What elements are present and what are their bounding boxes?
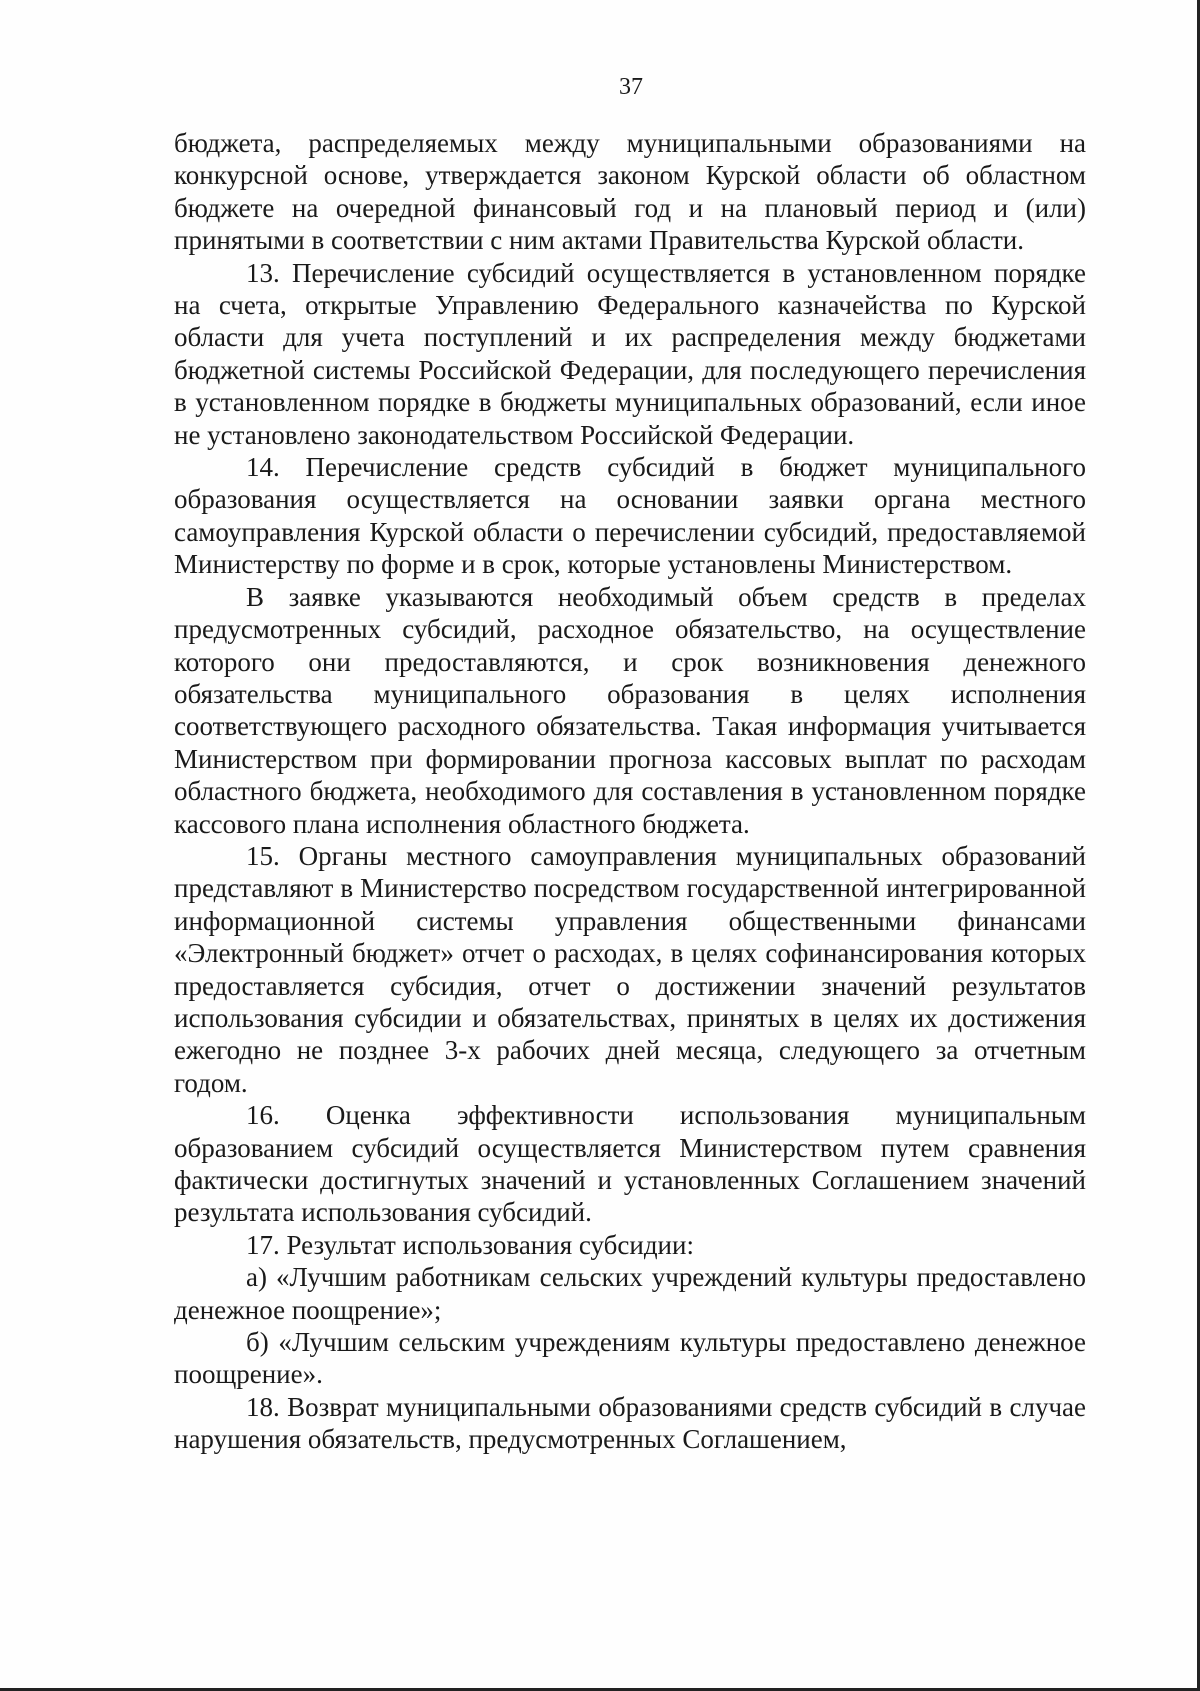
paragraph-14: 14. Перечисление средств субсидий в бюджет муниципального образования осуществляется на основании заявки органа местного самоуправления Курской области о перечислении субсидий, предоставляемой Министерству по форме и в срок, которые установлены Министерством. <box>174 452 1086 580</box>
paragraph-17-b: б) «Лучшим сельским учреждениям культуры предоставлено денежное поощрение». <box>174 1327 1086 1390</box>
page-number: 37 <box>619 74 643 100</box>
paragraph-application: В заявке указываются необходимый объем средств в пределах предусмотренных субсидий, расходное обязательство, на осуществление которого они предоставляются, и срок возникновения денежного обязательства муниципального образования в целях исполнения соответствующего расходного обязательства. Такая информация учитывается Министерством при формировании прогноза кассовых выплат по расходам областного бюджета, необходимого для составления в установленном порядке кассового плана исполнения областного бюджета. <box>174 581 1086 839</box>
document-body <box>174 127 1086 1456</box>
paragraph-17-a: а) «Лучшим работникам сельских учреждений культуры предоставлено денежное поощрение»; <box>174 1262 1086 1325</box>
paragraph-17: 17. Результат использования субсидии: <box>246 1229 694 1260</box>
paragraph-13: 13. Перечисление субсидий осуществляется в установленном порядке на счета, открытые Управлению Федерального казначейства по Курской области для учета поступлений и их распределения между бюджетами бюджетной системы Российской Федерации, для последующего перечисления в установленном порядке в бюджеты муниципальных образований, если иное не установлено законодательством Российской Федерации. <box>174 257 1086 450</box>
paragraph-continuation: бюджета, распределяемых между муниципальными образованиями на конкурсной основе, утверждается законом Курской области об областном бюджете на очередной финансовый год и на плановый период и (или) принятыми в соответствии с ним актами Правительства Курской области. <box>174 128 1086 256</box>
paragraph-16: 16. Оценка эффективности использования муниципальным образованием субсидий осуществляется Министерством путем сравнения фактически достигнутых значений и установленных Соглашением значений результата использования субсидий. <box>174 1100 1086 1228</box>
paragraph-18: 18. Возврат муниципальными образованиями средств субсидий в случае нарушения обязательств, предусмотренных Соглашением, <box>174 1391 1086 1455</box>
paragraph-15: 15. Органы местного самоуправления муниципальных образований представляют в Министерство посредством государственной интегрированной информационной системы управления общественными финансами «Электронный бюджет» отчет о расходах, в целях софинансирования которых предоставляется субсидия, отчет о достижении значений результатов использования субсидии и обязательствах, принятых в целях их достижения ежегодно не позднее 3-х рабочих дней месяца, следующего за отчетным годом. <box>174 840 1086 1098</box>
